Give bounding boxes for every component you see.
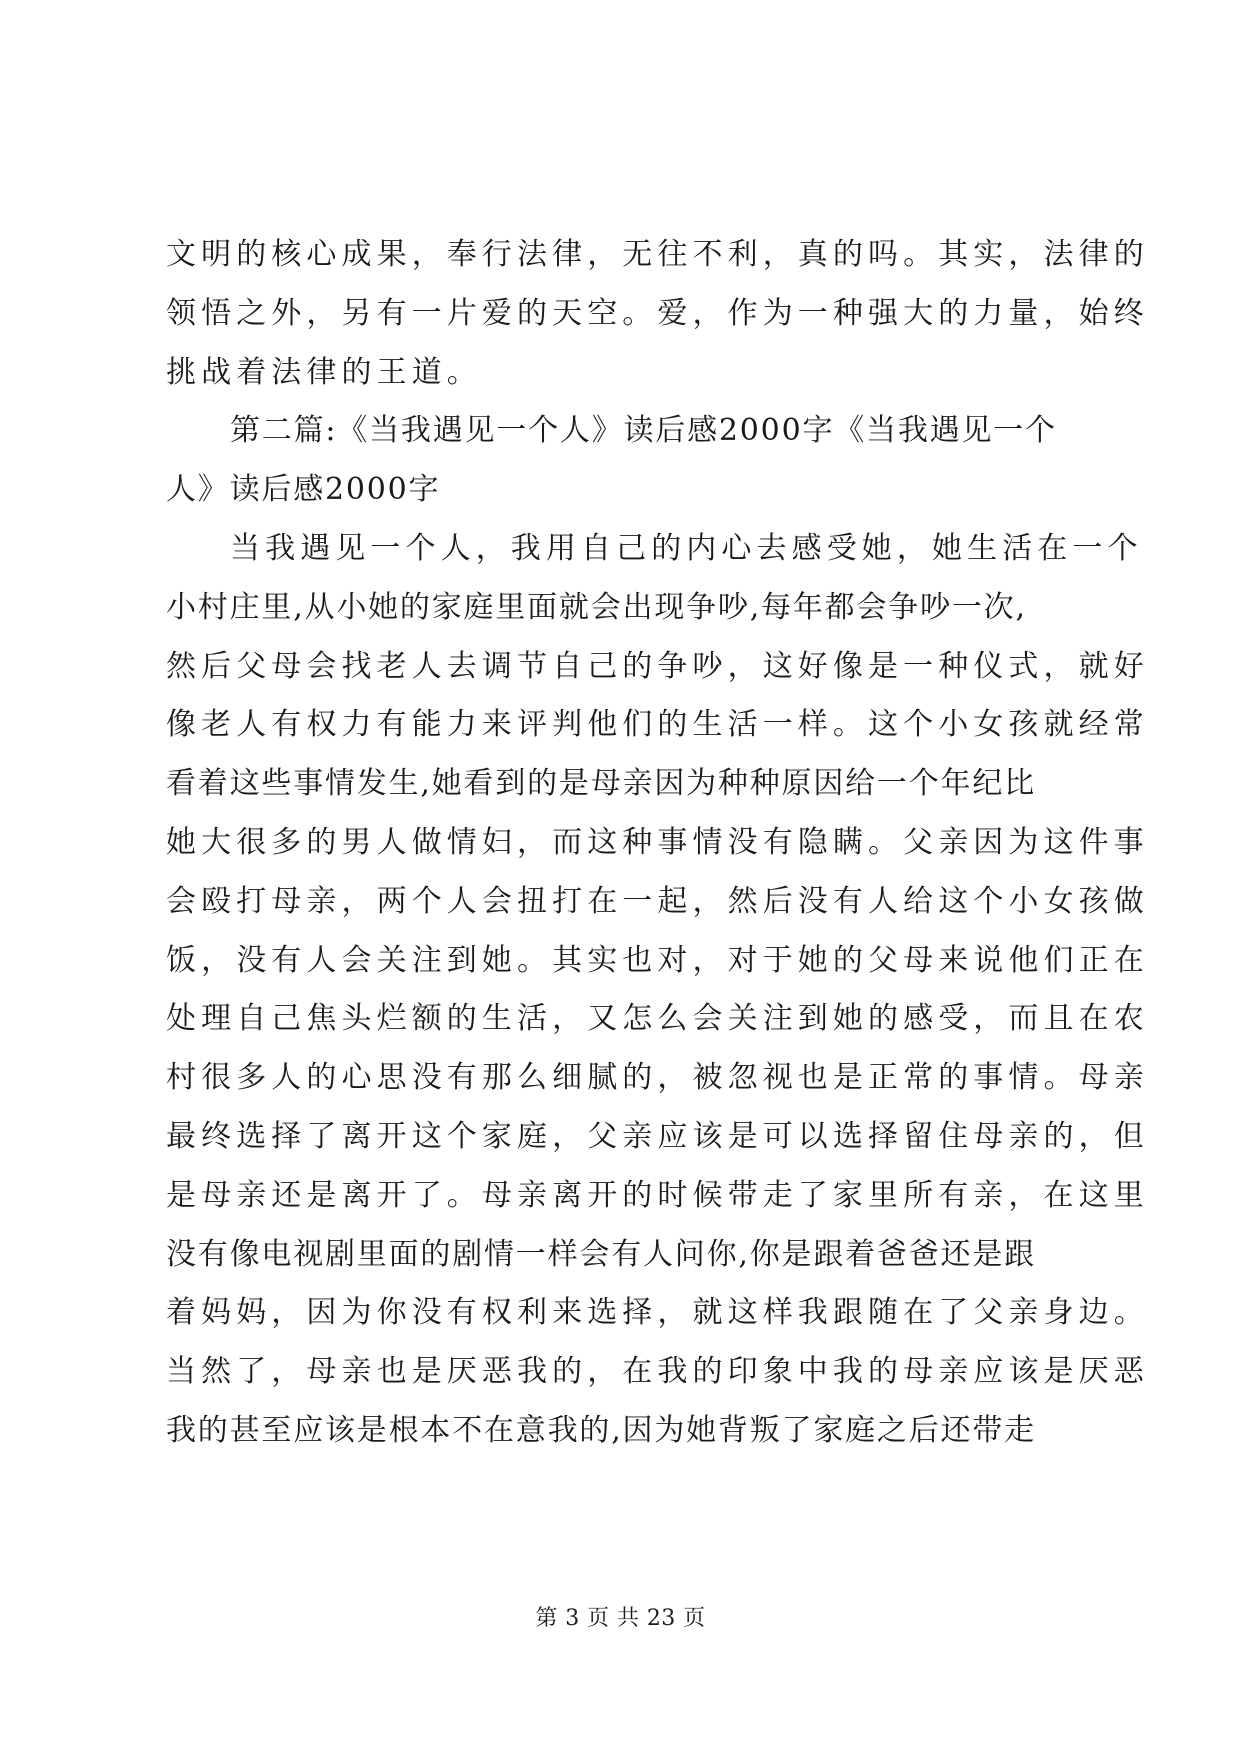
section-heading-line: 第二篇:《当我遇见一个人》读后感2000字《当我遇见一个 [230, 413, 1057, 449]
section-heading-line: 人》读后感2000字 [166, 472, 441, 508]
text-line: 挑战着法律的王道。 [166, 354, 482, 390]
text-line: 像老人有权力有能力来评判他们的生活一样。这个小女孩就经常 [166, 707, 1149, 743]
text-line: 文明的核心成果，奉行法律，无往不利，真的吗。其实，法律的 [166, 237, 1149, 272]
text-line: 会殴打母亲，两个人会扭打在一起，然后没有人给这个小女孩做 [166, 883, 1149, 919]
text-line: 然后父母会找老人去调节自己的争吵，这好像是一种仪式，就好 [166, 648, 1149, 684]
text-line: 最终选择了离开这个家庭，父亲应该是可以选择留住母亲的，但 [166, 1118, 1149, 1154]
text-line: 领悟之外，另有一片爱的天空。爱，作为一种强大的力量，始终 [166, 295, 1149, 331]
text-line: 是母亲还是离开了。母亲离开的时候带走了家里所有亲，在这里 [166, 1177, 1149, 1213]
document-body [166, 226, 1149, 1461]
text-line: 我的甚至应该是根本不在意我的,因为她背叛了家庭之后还带走 [166, 1412, 1036, 1448]
text-line: 着妈妈，因为你没有权利来选择，就这样我跟随在了父亲身边。 [166, 1295, 1149, 1331]
text-line: 没有像电视剧里面的剧情一样会有人问你,你是跟着爸爸还是跟 [166, 1236, 1036, 1272]
text-line: 当然了，母亲也是厌恶我的，在我的印象中我的母亲应该是厌恶 [166, 1354, 1149, 1390]
text-line: 她大很多的男人做情妇，而这种事情没有隐瞒。父亲因为这件事 [166, 824, 1149, 860]
text-line: 村很多人的心思没有那么细腻的，被忽视也是正常的事情。母亲 [166, 1060, 1149, 1096]
text-line: 处理自己焦头烂额的生活，又怎么会关注到她的感受，而且在农 [166, 1001, 1149, 1037]
text-line: 饭，没有人会关注到她。其实也对，对于她的父母来说他们正在 [166, 942, 1149, 978]
text-line: 当我遇见一个人，我用自己的内心去感受她，她生活在一个 [230, 530, 1143, 566]
text-line: 小村庄里,从小她的家庭里面就会出现争吵,每年都会争吵一次, [166, 589, 1027, 625]
page-number-footer: 第 3 页 共 23 页 [535, 1606, 706, 1631]
text-line: 看着这些事情发生,她看到的是母亲因为种种原因给一个年纪比 [166, 766, 1036, 802]
